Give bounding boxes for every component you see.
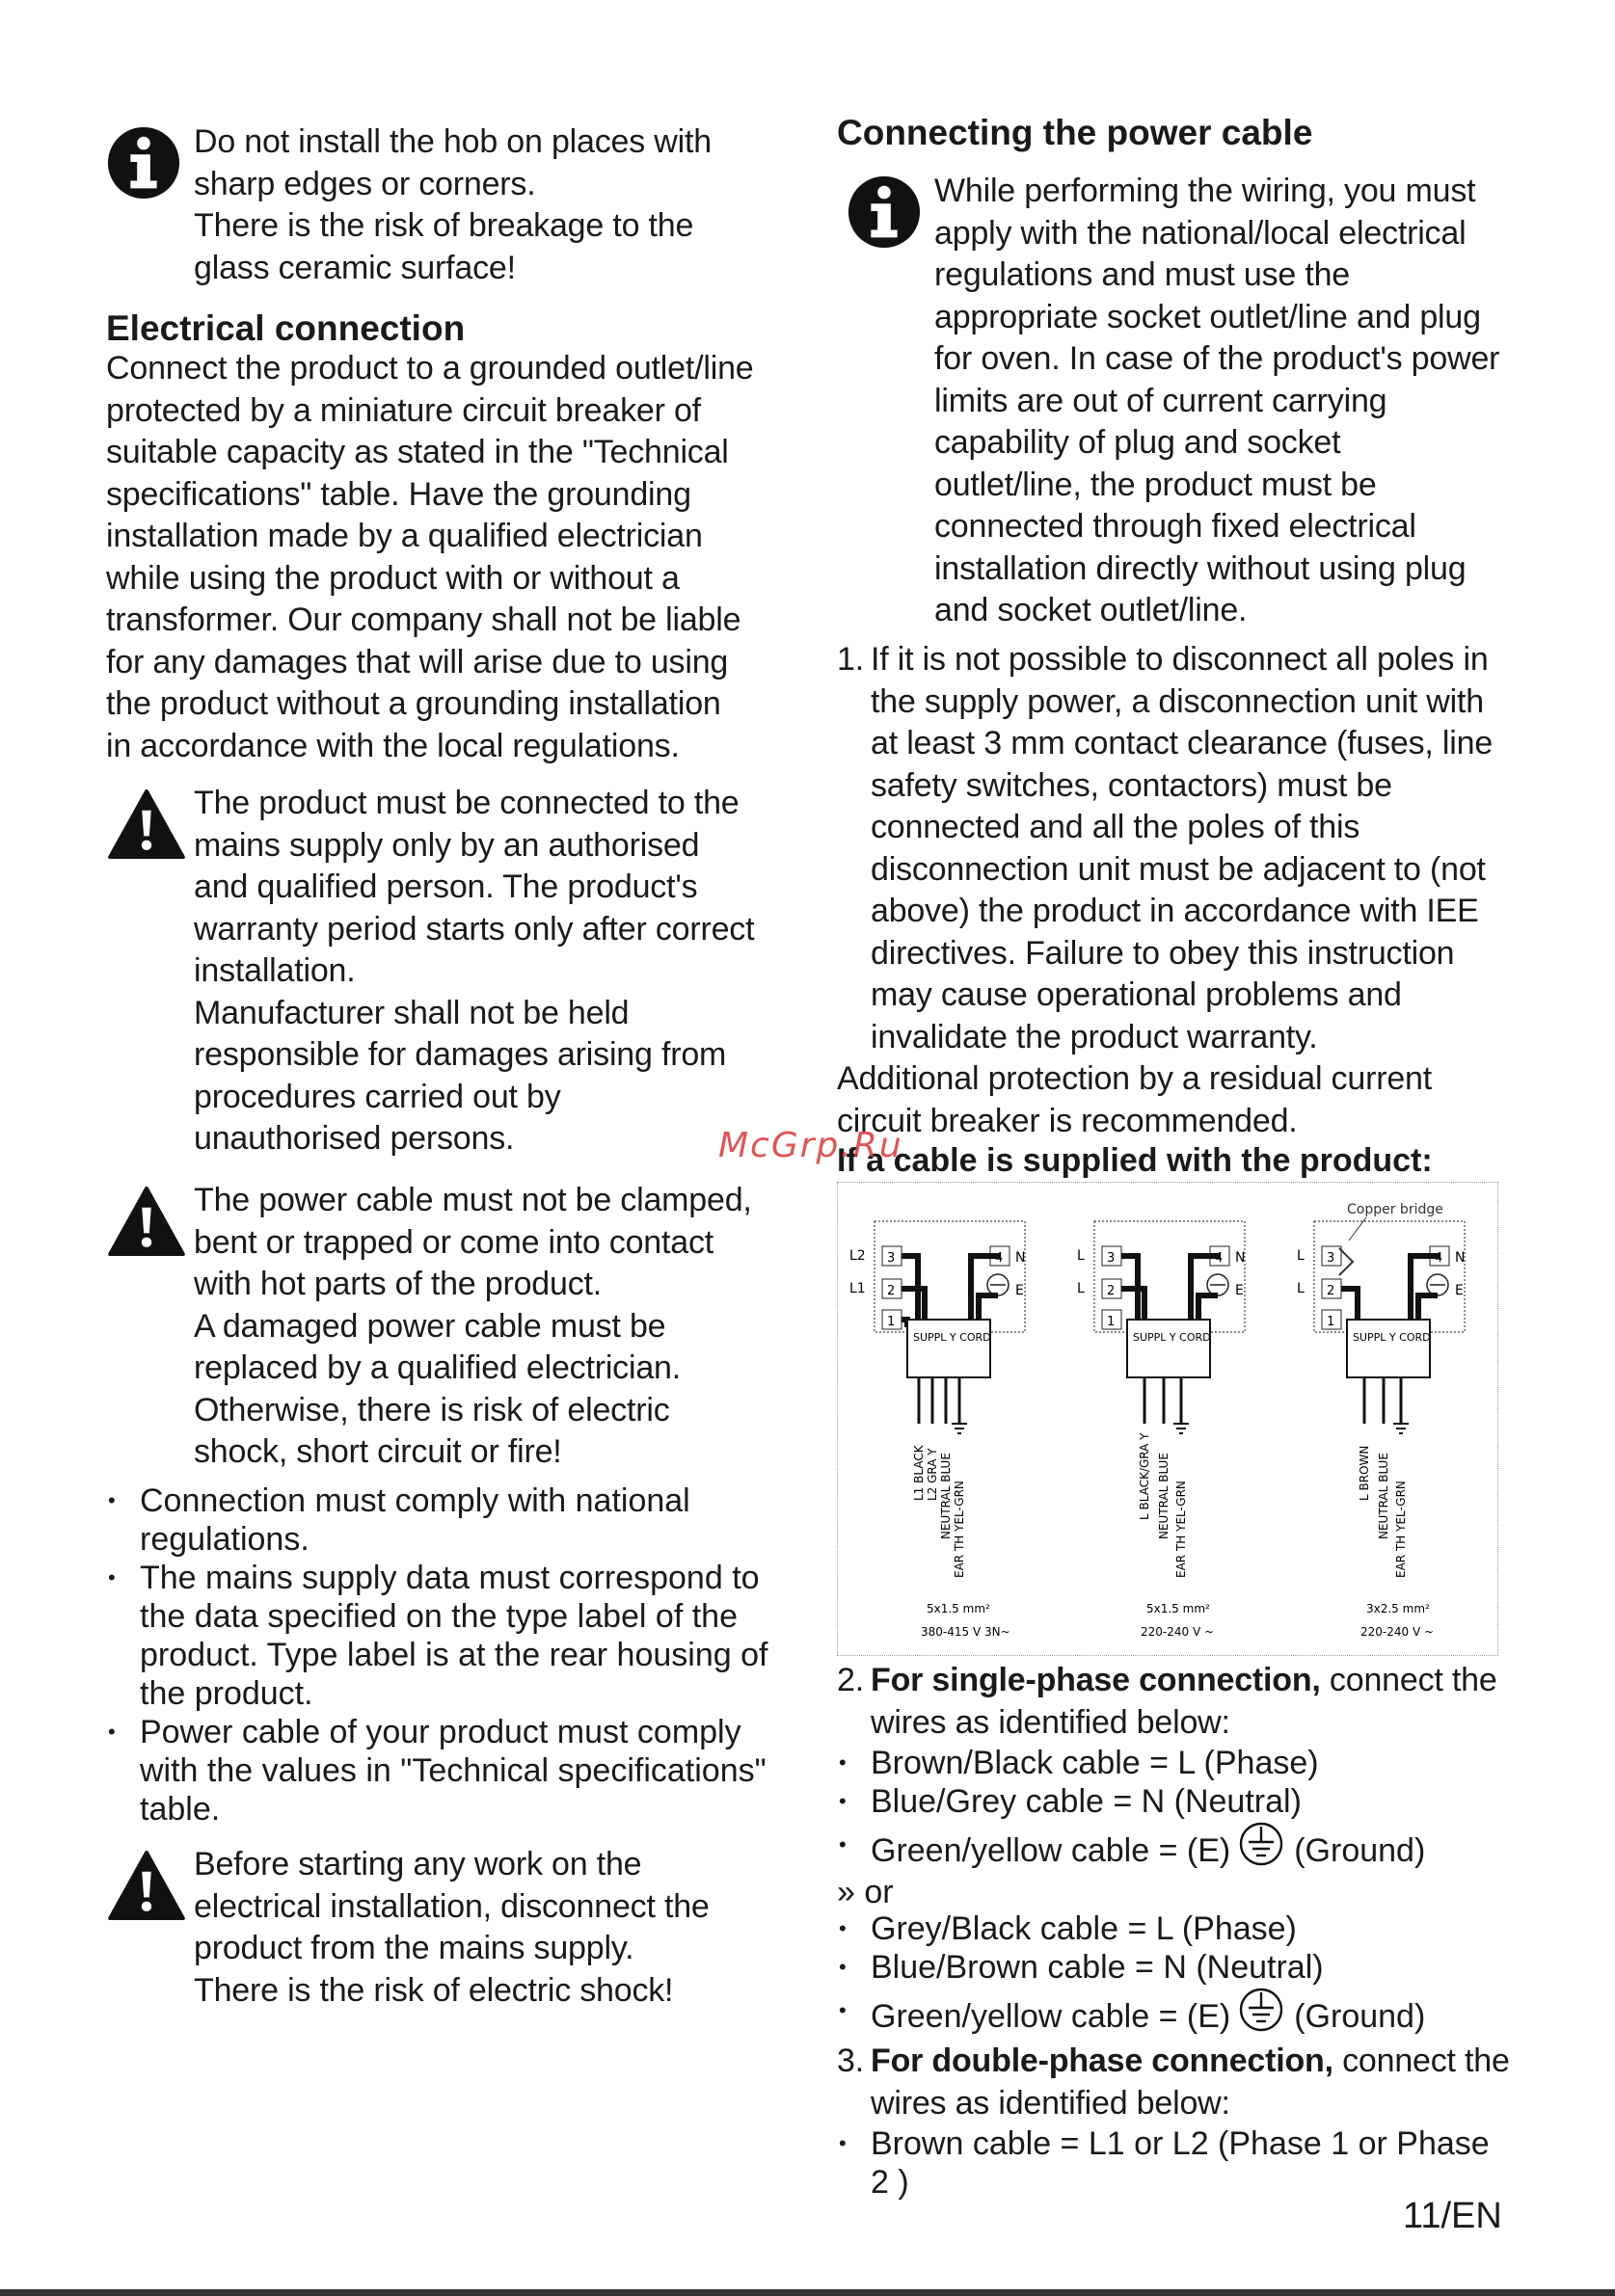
note-line: There is the risk of breakage to the	[194, 207, 694, 244]
warning-authorised-person	[106, 783, 888, 1161]
paragraph-line: for any damages that will arise due to using	[106, 643, 729, 681]
item-line: may cause operational problems and	[871, 976, 1402, 1013]
wiring-panel-1	[849, 1221, 1025, 1639]
section-heading: Electrical connection	[106, 308, 466, 348]
warning-line: procedures carried out by	[194, 1078, 561, 1115]
info-icon	[106, 125, 181, 200]
item-number: 1.	[837, 641, 864, 678]
wiring-lines	[1341, 1256, 1440, 1327]
cable-wires	[1144, 1377, 1181, 1424]
warning-line: and qualified person. The product's	[194, 868, 698, 905]
ground-text: Green/yellow cable = (E)	[871, 1832, 1231, 1869]
list-item	[106, 1713, 800, 1829]
electrical-connection-section	[106, 307, 800, 767]
list-item: • Grey/Black cable = L (Phase)	[837, 1909, 1512, 1948]
item-line: above) the product in accordance with IEE	[871, 893, 1479, 929]
terminal-label: E	[1455, 1283, 1464, 1298]
warning-icon	[108, 1850, 185, 1921]
supply-cord-label: SUPPL Y CORD	[913, 1331, 991, 1344]
wire-label: L2 GRA Y	[926, 1448, 939, 1501]
item-text: connect the	[1320, 1662, 1497, 1698]
item-line: wires as identified below:	[871, 2084, 1230, 2122]
ground-icon	[1238, 1987, 1284, 2033]
item-line: wires as identified below:	[871, 1703, 1230, 1741]
wiring-diagram	[837, 1182, 1498, 1656]
wiring-panel-3	[1297, 1221, 1465, 1639]
info-note-wiring	[847, 171, 1600, 632]
terminal-number: 3	[1327, 1251, 1335, 1266]
info-icon	[847, 174, 922, 250]
warning-line: shock, short circuit or fire!	[194, 1433, 562, 1470]
warning-line: The power cable must not be clamped,	[194, 1182, 752, 1218]
item-line: If it is not possible to disconnect all poles in	[871, 641, 1489, 678]
cable-wires	[919, 1377, 959, 1424]
page-bottom-rule	[0, 2289, 1615, 2296]
supply-cord-label: SUPPL Y CORD	[1133, 1331, 1211, 1344]
terminal-label: L	[1077, 1248, 1085, 1264]
item-line: the supply power, a disconnection unit with	[871, 682, 1484, 720]
info-note-sharp-edges	[106, 121, 888, 289]
wire-label: L BLACK/GRA Y	[1138, 1432, 1151, 1520]
terminal-label: L	[1077, 1281, 1085, 1296]
note-line: outlet/line, the product must be	[934, 466, 1377, 503]
cable-voltage: 380-415 V 3N~	[921, 1625, 1010, 1639]
terminal-number: 1	[887, 1315, 896, 1329]
cable-size: 3x2.5 mm²	[1366, 1602, 1430, 1615]
note-line: and socket outlet/line.	[934, 592, 1248, 628]
single-phase-list	[837, 1744, 1512, 1875]
item-line: safety switches, contactors) must be	[871, 766, 1392, 804]
supply-cord-box	[1347, 1320, 1430, 1377]
terminal-label: L1	[849, 1281, 866, 1296]
terminal-number: 4	[1435, 1251, 1443, 1266]
list-item	[106, 1482, 800, 1559]
supply-cord-box	[907, 1320, 990, 1377]
supply-cord-box	[1127, 1320, 1210, 1377]
cable-voltage: 220-240 V ~	[1141, 1625, 1215, 1639]
terminal-label: N	[1235, 1250, 1246, 1266]
paragraph-line: suitable capacity as stated in the "Technical	[106, 434, 729, 470]
list-line: the data specified on the type label of the	[140, 1598, 739, 1635]
note-line: Do not install the hob on places with	[194, 123, 712, 160]
item-line: at least 3 mm contact clearance (fuses, line	[871, 725, 1494, 761]
warning-line: A damaged power cable must be	[194, 1307, 666, 1345]
warning-line: unauthorised persons.	[194, 1120, 515, 1157]
list-line: regulations.	[140, 1521, 310, 1558]
warning-line: Before starting any work on the	[194, 1846, 642, 1882]
section-heading: Connecting the power cable	[837, 113, 1313, 152]
paragraph-line: installation made by a qualified electrician	[106, 518, 703, 554]
numbered-item-1	[837, 639, 1546, 1058]
warning-power-cable	[106, 1180, 888, 1474]
note-line: apply with the national/local electrical	[934, 214, 1467, 252]
terminal-number: 2	[1107, 1284, 1116, 1298]
note-line: connected through fixed electrical	[934, 508, 1416, 545]
supply-cord-label: SUPPL Y CORD	[1353, 1331, 1431, 1344]
wire-label: L1 BLACK	[912, 1445, 926, 1501]
list-item: • Brown cable = L1 or L2 (Phase 1 or Phase 2 )	[837, 2124, 1512, 2202]
terminal-number: 4	[1215, 1251, 1224, 1266]
wiring-lines	[1121, 1256, 1220, 1327]
single-phase-alt-list	[837, 1909, 1512, 2041]
note-line: installation directly without using plug	[934, 549, 1467, 587]
item-number: 3.	[837, 2042, 864, 2079]
note-line: limits are out of current carrying	[934, 382, 1387, 419]
warning-line: The product must be connected to the	[194, 785, 740, 821]
wire-label: EAR TH YEL-GRN	[1174, 1481, 1188, 1578]
cable-size: 5x1.5 mm²	[927, 1602, 990, 1615]
note-line: for oven. In case of the product's power	[934, 340, 1500, 377]
warning-line: installation.	[194, 952, 356, 989]
terminal-number: 1	[1107, 1315, 1116, 1329]
warning-icon	[108, 1186, 185, 1257]
terminal-number: 3	[887, 1251, 896, 1266]
supplied-cable-heading: If a cable is supplied with the product:	[837, 1142, 1433, 1179]
wire-label: EAR TH YEL-GRN	[953, 1481, 966, 1578]
list-line: • Power cable of your product must comply	[140, 1714, 741, 1750]
warning-line: product from the mains supply.	[194, 1930, 634, 1966]
paragraph-line: Additional protection by a residual current	[837, 1060, 1432, 1097]
wire-label: NEUTRAL BLUE	[939, 1453, 953, 1539]
cable-size: 5x1.5 mm²	[1146, 1602, 1210, 1615]
item-line: invalidate the product warranty.	[871, 1018, 1318, 1055]
terminal-label: L	[1297, 1248, 1305, 1264]
note-line: capability of plug and socket	[934, 424, 1341, 461]
paragraph-line: Connect the product to a grounded outlet/line	[106, 350, 754, 387]
warning-disconnect	[106, 1844, 888, 2012]
list-line: the product.	[140, 1675, 313, 1712]
paragraph-line: the product without a grounding installation	[106, 685, 721, 722]
wire-label: L BROWN	[1358, 1445, 1371, 1501]
terminal-number: 2	[887, 1284, 896, 1298]
item-line: connected and all the poles of this	[871, 809, 1360, 845]
terminal-label: L	[1297, 1281, 1305, 1296]
list-item	[106, 1559, 800, 1713]
watermark: McGrp.Ru	[718, 1126, 903, 1165]
warning-line: with hot parts of the product.	[194, 1266, 603, 1302]
warning-line: There is the risk of electric shock!	[194, 1971, 674, 2009]
item-bold: For single-phase connection,	[871, 1662, 1321, 1698]
wire-label: NEUTRAL BLUE	[1157, 1453, 1171, 1539]
terminal-label: E	[1235, 1283, 1244, 1298]
list-line: table.	[140, 1791, 221, 1828]
paragraph-line: protected by a miniature circuit breaker of	[106, 391, 701, 429]
ground-icon	[1238, 1821, 1284, 1867]
terminal-label: N	[1015, 1250, 1026, 1266]
note-line: appropriate socket outlet/line and plug	[934, 298, 1481, 335]
terminal-number: 2	[1327, 1284, 1335, 1298]
ground-text: (Ground)	[1294, 1832, 1426, 1869]
earth-symbol	[1393, 1424, 1409, 1433]
terminal-label: N	[1455, 1250, 1466, 1266]
requirements-list	[106, 1482, 800, 1829]
warning-line: mains supply only by an authorised	[194, 826, 700, 864]
wiring-lines	[902, 1256, 1000, 1327]
list-item: • Blue/Brown cable = N (Neutral)	[837, 1948, 1512, 1987]
connection-instructions	[837, 1660, 1512, 2202]
numbered-item-3	[837, 2041, 1512, 2124]
warning-line: electrical installation, disconnect the	[194, 1887, 710, 1925]
list-line: • Connection must comply with national	[140, 1482, 690, 1519]
note-line: sharp edges or corners.	[194, 165, 536, 202]
earth-symbol	[1173, 1424, 1189, 1433]
list-line: with the values in "Technical specifications"	[140, 1752, 767, 1789]
numbered-item-2	[837, 1660, 1512, 1744]
list-item: • Blue/Grey cable = N (Neutral)	[837, 1782, 1512, 1821]
terminal-number: 3	[1107, 1251, 1116, 1266]
wiring-panel-2	[1077, 1221, 1245, 1639]
list-item-ground	[837, 1821, 1512, 1875]
note-line: glass ceramic surface!	[194, 249, 516, 286]
warning-line: replaced by a qualified electrician.	[194, 1349, 681, 1386]
list-item: • Brown/Black cable = L (Phase)	[837, 1744, 1512, 1782]
double-phase-list	[837, 2124, 1512, 2202]
page-number: 11/EN	[1403, 2196, 1502, 2236]
terminal-number: 4	[995, 1251, 1004, 1266]
additional-protection	[837, 1058, 1512, 1142]
cable-wires	[1364, 1377, 1401, 1424]
item-line: directives. Failure to obey this instruction	[871, 934, 1455, 972]
item-text: connect the	[1332, 2042, 1510, 2079]
list-item-ground	[837, 1987, 1512, 2041]
warning-line: bent or trapped or come into contact	[194, 1223, 714, 1261]
item-number: 2.	[837, 1662, 864, 1698]
note-line: While performing the wiring, you must	[934, 173, 1476, 209]
copper-bridge-label: Copper bridge	[1347, 1202, 1443, 1217]
or-separator: » or	[837, 1874, 894, 1910]
earth-symbol	[952, 1424, 967, 1433]
warning-line: Manufacturer shall not be held	[194, 994, 630, 1031]
note-line: regulations and must use the	[934, 256, 1351, 293]
paragraph-line: in accordance with the local regulations.	[106, 727, 680, 764]
warning-icon	[108, 788, 185, 860]
ground-text: (Ground)	[1294, 1998, 1426, 2035]
warning-line: responsible for damages arising from	[194, 1036, 727, 1073]
paragraph-line: while using the product with or without a	[106, 559, 680, 597]
warning-line: warranty period starts only after correct	[194, 910, 755, 948]
terminal-number: 1	[1327, 1315, 1335, 1329]
terminal-label: E	[1015, 1283, 1024, 1298]
paragraph-line: specifications" table. Have the grounding	[106, 475, 691, 513]
item-bold: For double-phase connection,	[871, 2042, 1333, 2079]
item-line: disconnection unit must be adjacent to (not	[871, 850, 1486, 888]
paragraph-line: transformer. Our company shall not be liable	[106, 601, 741, 638]
wiring-diagram-svg	[838, 1183, 1497, 1655]
list-line: product. Type label is at the rear housing of	[140, 1637, 768, 1673]
ground-text: Green/yellow cable = (E)	[871, 1998, 1231, 2035]
cable-voltage: 220-240 V ~	[1360, 1625, 1435, 1639]
wire-label: NEUTRAL BLUE	[1377, 1453, 1390, 1539]
warning-line: Otherwise, there is risk of electric	[194, 1391, 670, 1428]
terminal-label: L2	[849, 1248, 866, 1264]
wire-label: EAR TH YEL-GRN	[1394, 1481, 1408, 1578]
list-line: • The mains supply data must correspond to	[140, 1560, 760, 1596]
paragraph-line: circuit breaker is recommended.	[837, 1102, 1298, 1139]
